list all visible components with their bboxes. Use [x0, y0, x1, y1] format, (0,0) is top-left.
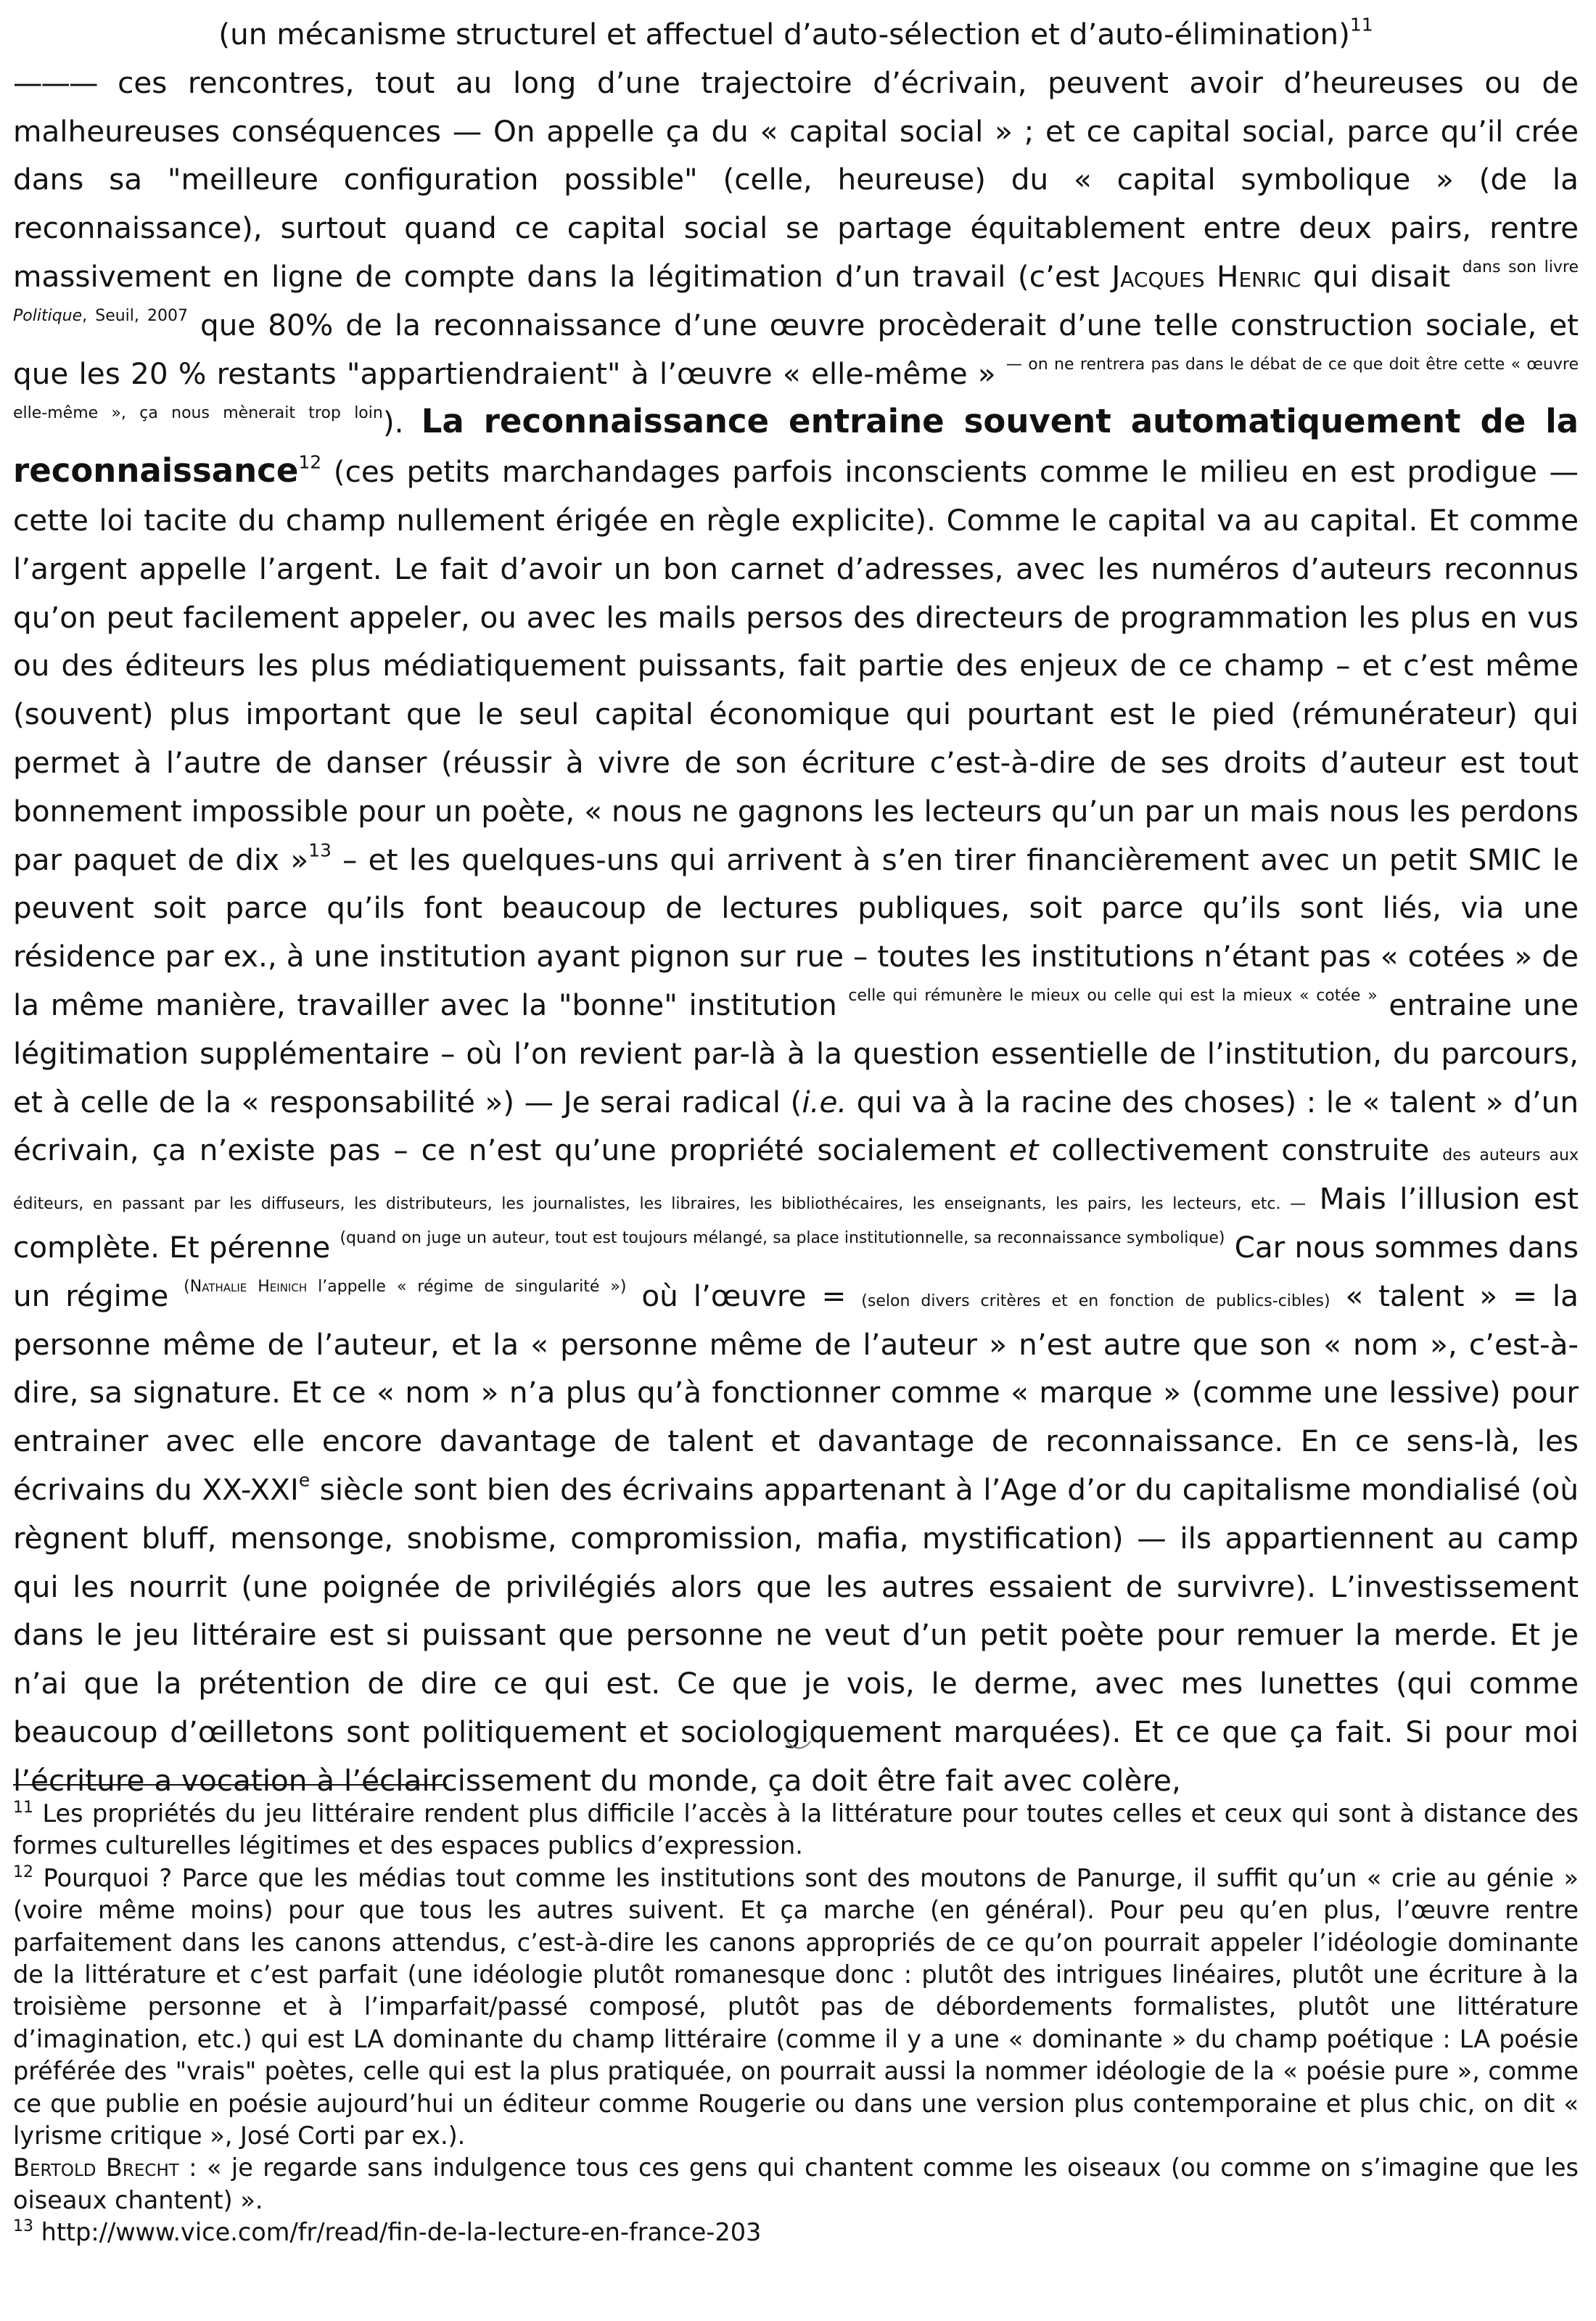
footnote-link[interactable]: http://www.vice.com/fr/read/fin-de-la-lecture-en-france-203 [33, 2218, 762, 2247]
italic-ie: i.e. [802, 1084, 847, 1120]
author-name-brecht: Bertold Brecht [13, 2153, 179, 2182]
footnote-number: 12 [13, 1862, 33, 1881]
paragraph-body [13, 59, 1579, 1805]
small-text: ( [184, 1277, 190, 1296]
text-segment: siècle sont bien des écrivains appartenant à l’Age d’or du capitalisme mondialisé (où règnent bluff, mensonge, snobisme, compromission, mafia, mystification) — ils appartiennent au camp qui les nourrit (une poignée de privilégiés alors que les autres essaient de survivre). L’investissement dans le jeu littéraire est si puissant que personne ne veut d’un petit poète pour remuer la merde. Et je n’ai que la prétention de dire ce qui est. Ce que je vois, le derme, avec mes lunettes (qui comme beaucoup d’œilletons sont politiquement et sociologiquement marquées). Et ce que ça fait. Si pour moi l’écriture a vocation à l’éclaircissement du monde, ça doit être fait avec colère, [13, 1471, 1579, 1798]
footnote-text: : « je regarde sans indulgence tous ces gens qui chantent comme les oiseaux (ou comme on s’imagine que les oiseaux chantent) ». [13, 2153, 1579, 2214]
footnote-ref-12[interactable]: 12 [298, 451, 322, 473]
scan-mark [783, 1735, 813, 1751]
text-segment: ). [382, 405, 421, 440]
footnote-12 [13, 1862, 1579, 2217]
main-text [13, 10, 1579, 1804]
text-segment: que 80% de la reconnaissance d’une œuvre procèderait d’une telle construction sociale, et que les 20 % restants "appartiendraient" à l’œuvre « elle-même » [13, 307, 1579, 391]
author-name-henric: Jacques Henric [1111, 258, 1301, 294]
footnotes [13, 1798, 1579, 2249]
text-segment: qui disait [1301, 258, 1463, 294]
text-segment: collectivement construite [1038, 1133, 1443, 1168]
text-segment: Mais l’illusion est complète. Et pérenne [13, 1181, 1579, 1265]
text-segment: « talent » = la personne même de l’auteur, et la « personne même de l’auteur » n’est autre que son « nom », c’est-à-dire, sa signature. Et ce « nom » n’a plus qu’à fonctionner comme « marque » (comme une lessive) pour entrainer avec elle encore davantage de talent et davantage de reconnaissance. En ce sens-là, les écrivains du XX-XXI [13, 1278, 1579, 1507]
text-segment: – et les quelques-uns qui arrivent à s’en tirer financièrement avec un petit SMIC le peuvent soit parce qu’ils font beaucoup de lectures publiques, soit parce qu’ils sont liés, via une résidence par ex., à une institution ayant pignon sur rue – toutes les institutions n’étant pas « cotées » de la même manière, travailler avec la "bonne" institution [13, 842, 1579, 1022]
footnote-text: Les propriétés du jeu littéraire rendent plus difficile l’accès à la littérature pour toutes celles et ceux qui sont à distance des formes culturelles légitimes et des espaces publics d’expression. [13, 1799, 1579, 1860]
text-segment: entraine une légitimation supplémentaire – où l’on revient par-là à la question essentielle de l’institution, du parcours, et à celle de la « responsabilité ») — Je serai radical ( [13, 987, 1579, 1120]
text-segment: Car nous sommes dans un régime [13, 1229, 1579, 1313]
inline-small-note: des auteurs aux éditeurs, en passant par les diffuseurs, les distributeurs, les journalistes, les libraires, les bibliothécaires, les enseignants, les pairs, les lecteurs, etc. — [13, 1146, 1579, 1214]
inline-small-note: celle qui rémunère le mieux ou celle qui est la mieux « cotée » [848, 987, 1378, 1006]
author-name-heinich: Nathalie Heinich [189, 1277, 308, 1296]
superscript-e: e [298, 1469, 310, 1491]
footnote-ref-11[interactable]: 11 [1349, 14, 1373, 36]
italic-et: et [1008, 1133, 1039, 1168]
text-segment: ces rencontres, tout au long d’une trajectoire d’écrivain, peuvent avoir d’heureuses ou de malheureuses conséquences — On appelle ça du « capital social » ; et ce capital social, parce qu’il crée dans sa "meilleure configuration possible" (celle, heureuse) du « capital symbolique » (de la reconnaissance), surtout quand ce capital social se partage équitablement entre deux pairs, rentre massivement en ligne de compte dans la légitimation d’un travail (c’est [13, 65, 1579, 294]
lead-dash: ——— [13, 65, 97, 100]
inline-small-note: (selon divers critères et en fonction de publics-cibles) [861, 1291, 1330, 1310]
bold-claim: La reconnaissance entraine souvent automatiquement de la reconnaissance [13, 402, 1579, 490]
paragraph-first-line [13, 10, 1579, 59]
text-segment: (un mécanisme structurel et affectuel d’auto-sélection et d’auto-élimination) [218, 17, 1350, 52]
book-title: Politique [13, 306, 83, 325]
small-text: , Seuil, 2007 [82, 306, 188, 325]
inline-small-note: — on ne rentrera pas dans le débat de ce que doit être cette « œuvre elle-même », ça nous mènerait trop loin [13, 355, 1579, 423]
footnote-separator [13, 1784, 447, 1786]
text-segment: où l’œuvre = [626, 1278, 862, 1313]
small-text: dans son livre [1462, 258, 1579, 277]
text-segment: qui va à la racine des choses) : le « talent » d’un écrivain, ça n’existe pas – ce n’est qu’une propriété socialement [13, 1084, 1579, 1168]
text-segment: (ces petits marchandages parfois inconscients comme le milieu en est prodigue — cette loi tacite du champ nullement érigée en règle explicite). Comme le capital va au capital. Et comme l’argent appelle l’argent. Le fait d’avoir un bon carnet d’adresses, avec les numéros d’auteurs reconnus qu’on peut facilement appeler, ou avec les mails persos des directeurs de programmation les plus en vus ou des éditeurs les plus médiatiquement puissants, fait partie des enjeux de ce champ – et c’est même (souvent) plus important que le seul capital économique qui pourtant est le pied (rémunérateur) qui permet à l’autre de danser (réussir à vivre de son écriture c’est-à-dire de ses droits d’auteur est tout bonnement impossible pour un poète, « nous ne gagnons les lecteurs qu’un par un mais nous les perdons par paquet de dix » [13, 454, 1579, 877]
inline-small-note [184, 1278, 626, 1296]
footnote-ref-13[interactable]: 13 [308, 839, 332, 860]
footnote-text: Pourquoi ? Parce que les médias tout comme les institutions sont des moutons de Panurge, il suffit qu’un « crie au génie » (voire même moins) pour que tous les autres suivent. Et ça marche (en général). Pour peu qu’en plus, l’œuvre rentre parfaitement dans les canons attendus, c’est-à-dire les canons appropriés de ce qu’on pourrait appeler l’idéologie dominante de la littérature et c’est parfait (une idéologie plutôt romanesque donc : plutôt des intrigues linéaires, plutôt une écriture à la troisième personne et à l’imparfait/passé composé, plutôt pas de débordements formalistes, plutôt une littérature d’imagination, etc.) qui est LA dominante du champ littéraire (comme il y a une « dominante » du champ poétique : LA poésie préférée des "vrais" poètes, celle qui est la plus pratiquée, on pourrait aussi la nommer idéologie de la « poésie pure », comme ce que publie en poésie aujourd’hui un éditeur comme Rougerie ou dans une version plus contemporaine et plus chic, on dit « lyrisme critique », José Corti par ex.). [13, 1863, 1579, 2150]
footnote-11 [13, 1798, 1579, 1862]
small-text: l’appelle « régime de singularité ») [307, 1277, 627, 1296]
inline-small-note: (quand on juge un auteur, tout est toujours mélangé, sa place institutionnelle, sa reconnaissance symbolique) [340, 1229, 1225, 1248]
footnote-number: 11 [13, 1798, 33, 1817]
footnote-13 [13, 2217, 1579, 2248]
footnote-number: 13 [13, 2217, 33, 2236]
